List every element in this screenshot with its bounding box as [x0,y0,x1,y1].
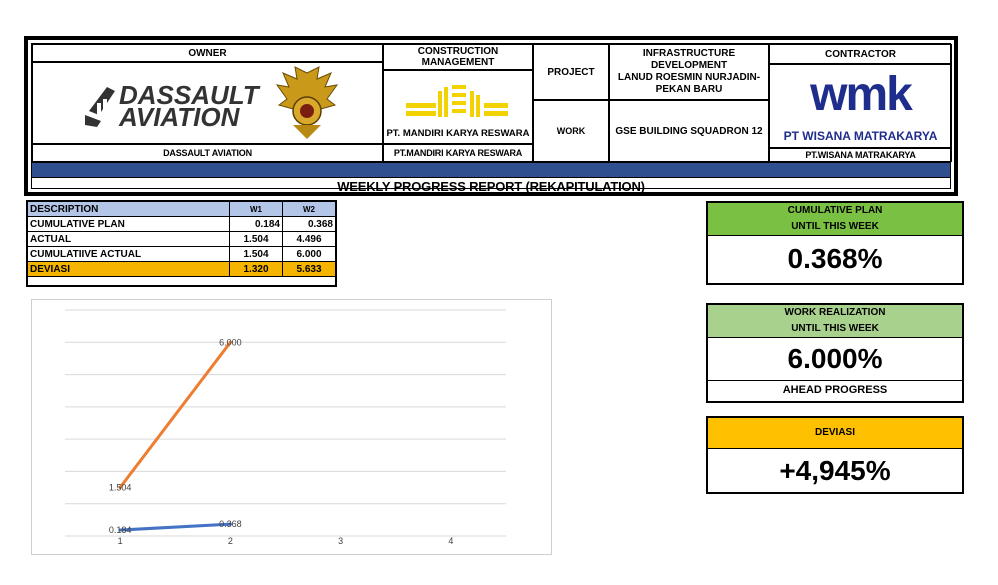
kpi-real-head-1: WORK REALIZATION [784,307,886,318]
chart-canvas [32,300,551,554]
owner-logo-area [32,62,383,144]
series-line [120,342,230,487]
x-tick-label: 4 [448,536,454,546]
table-header-description: DESCRIPTION [28,202,230,217]
row-label: DEVIASI [28,262,230,277]
row-value: 1.504 [230,247,283,262]
dassault-emblem-icon [85,81,121,131]
table-header-w2: W2 [283,202,336,217]
data-label: 6.000 [219,337,242,348]
project-value [609,44,769,100]
progress-table [27,201,336,277]
kpi-real-value: 6.000% [708,338,962,381]
mandiri-buildings-icon [406,85,510,121]
progress-chart [31,299,552,555]
project-line-3: PEKAN BARU [655,84,723,95]
row-value: 0.184 [230,217,283,232]
project-label: PROJECT [533,44,609,100]
project-line-2: LANUD ROESMIN NURJADIN- [617,72,761,83]
work-value: GSE BUILDING SQUADRON 12 [609,100,769,162]
dassault-logo-text-2: AVIATION [119,102,240,132]
data-label: 0.368 [219,519,242,530]
owner-name: DASSAULT AVIATION [32,144,383,162]
project-line-1: INFRASTRUCTURE DEVELOPMENT [642,48,736,71]
contractor-logo-area [769,64,952,148]
wmk-logo: wmk [810,68,911,121]
kpi-cumulative-plan [706,201,964,285]
data-label: 0.184 [108,525,132,536]
kpi-deviasi [706,416,964,494]
kpi-real-header [708,305,962,338]
dassault-logo-text-1: DASSAULT [119,80,259,110]
row-label: CUMULATIIVE ACTUAL [28,247,230,262]
table-header-w1: W1 [230,202,283,217]
kpi-real-head-2: UNTIL THIS WEEK [791,323,879,334]
table-row [28,247,336,262]
cm-label: CONSTRUCTION MANAGEMENT [383,44,533,70]
x-tick-label: 1 [117,536,123,546]
air-force-emblem-icon [275,65,339,141]
dassault-logo [85,80,259,132]
row-value: 4.496 [283,232,336,247]
series-line [120,524,230,530]
kpi-plan-head-1: CUMULATIVE PLAN [787,205,883,216]
kpi-dev-header: DEVIASI [708,418,962,449]
row-label: ACTUAL [28,232,230,247]
kpi-plan-value: 0.368% [787,243,883,274]
row-value: 0.368 [283,217,336,232]
table-row [28,217,336,232]
table-row [28,232,336,247]
x-tick-label: 2 [227,536,233,546]
cm-logo-area [383,70,533,144]
report-header [24,36,958,196]
x-tick-label: 3 [338,536,344,546]
owner-label: OWNER [32,44,383,62]
report-title: WEEKLY PROGRESS REPORT (REKAPITULATION) [337,178,645,194]
contractor-name: PT.WISANA MATRAKARYA [769,148,952,162]
kpi-plan-header [708,203,962,236]
wmk-logo-caption: PT WISANA MATRAKARYA [783,129,938,143]
row-label: CUMULATIVE PLAN [28,217,230,232]
row-value: 6.000 [283,247,336,262]
data-label: 1.504 [108,482,132,493]
kpi-real-footer: AHEAD PROGRESS [782,384,888,396]
kpi-dev-value: +4,945% [779,455,891,486]
header-frame [31,43,951,194]
cm-name: PT.MANDIRI KARYA RESWARA [383,144,533,162]
kpi-work-realization [706,303,964,403]
row-value: 1.320 [230,262,283,277]
contractor-label: CONTRACTOR [769,44,952,64]
row-value: 1.504 [230,232,283,247]
table-header-row [28,202,336,217]
table-row-deviasi [28,262,336,277]
header-divider-bar [32,162,950,178]
work-label: WORK [533,100,609,162]
kpi-plan-head-2: UNTIL THIS WEEK [791,221,879,232]
row-value: 5.633 [283,262,336,277]
cm-logo-text: PT. MANDIRI KARYA RESWARA [386,128,530,139]
